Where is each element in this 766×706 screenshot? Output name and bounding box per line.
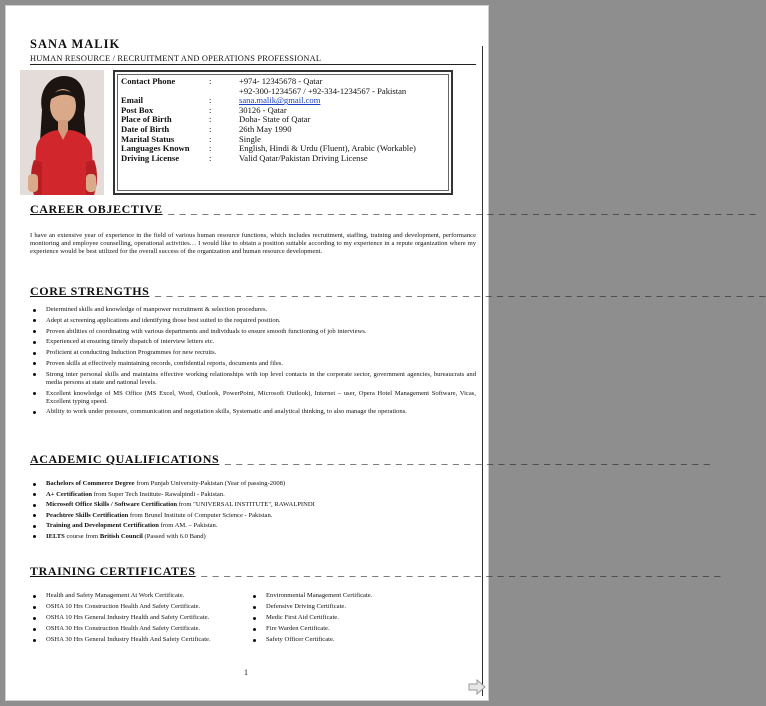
info-row-languages: Languages Known : English, Hindi & Urdu (Fluent), Arabic (Workable) — [121, 144, 451, 154]
info-label: Marital Status — [121, 133, 175, 144]
info-label: Contact Phone — [121, 76, 176, 86]
info-value: Valid Qatar/Pakistan Driving License — [239, 152, 368, 163]
list-item: Proven abilities of coordinating with various departments and individuals to ensure smooth functioning of job interviews. — [30, 328, 476, 336]
training-certificates — [30, 592, 476, 647]
info-label: Place of Birth — [121, 114, 172, 125]
info-row-postbox: Post Box : 30126 - Qatar — [121, 106, 451, 116]
page-number: 1 — [244, 668, 248, 677]
info-value: 30126 - Qatar — [239, 104, 287, 115]
list-item: OSHA 30 Hrs Construction Health And Safety Certificate. — [30, 625, 250, 633]
list-item: Defensive Driving Certificate. — [250, 603, 470, 611]
info-label: Driving License — [121, 152, 180, 163]
list-item: OSHA 10 Hrs Construction Health And Safety Certificate. — [30, 603, 250, 611]
list-item: Safety Officer Certificate. — [250, 636, 470, 644]
list-item: Excellent knowledge of MS Office (MS Excel, Word, Outlook, PowerPoint, Microsoft Outlook), Internet – user, Opera Hotel Management Software, Vicas, Excellent typing speed. — [30, 390, 476, 406]
list-item: Proficient at conducting Induction Programmes for new recruits. — [30, 349, 476, 357]
info-value: +974- 12345678 - Qatar — [239, 76, 323, 86]
list-item: IELTS course from British Council (Passed with 6.0 Band) — [30, 533, 476, 541]
info-row-dob: Date of Birth : 26th May 1990 — [121, 125, 451, 135]
info-label: Languages Known — [121, 143, 190, 154]
core-strengths-heading: CORE STRENGTHS _ _ _ _ _ _ _ _ _ _ _ _ _ _ _ _ _ _ _ _ _ _ _ _ _ _ _ _ _ _ _ _ _ _ _ _ _ _ _ _ _ _ _ _ _ _ _ _ _ _ _ _ _ _ — [30, 284, 766, 298]
list-item: Peachtree Skills Certification from Brunel Institute of Computer Science - Pakistan. — [30, 512, 476, 520]
list-item: Determined skills and knowledge of manpower recruitment & selection procedures. — [30, 306, 476, 314]
info-value: Doha- State of Qatar — [239, 114, 311, 125]
info-row-email: Email : sana.malik@gmail.com — [121, 95, 321, 106]
training-list-right — [250, 592, 470, 647]
email-link[interactable]: sana.malik@gmail.com — [239, 95, 321, 106]
profile-photo — [20, 70, 104, 195]
info-row-phone: Contact Phone : +974- 12345678 - Qatar — [121, 77, 451, 87]
list-item: Fire Warden Certificate. — [250, 625, 470, 633]
training-heading: TRAINING CERTIFICATES _ _ _ _ _ _ _ _ _ _ _ _ _ _ _ _ _ _ _ _ _ _ _ _ _ _ _ _ _ _ _ _ _ _ _ _ _ _ _ _ _ _ _ _ _ _ — [30, 564, 722, 578]
info-label: Post Box — [121, 104, 154, 115]
info-value: 26th May 1990 — [239, 123, 292, 134]
candidate-name: SANA MALIK — [30, 37, 121, 51]
next-page-arrow-icon[interactable] — [468, 680, 486, 699]
list-item: Health and Safety Management At Work Certificate. — [30, 592, 250, 600]
career-objective-text: I have an extensive year of experience in the field of various human resource functions, which includes recruitment, staffing, training and development, performance monitoring and employee counselling, operational activities… I would like to obtain a position suitable according to my experience in a repute organization where my experience would be best utilized for the overall success of the organization and human resource development. — [30, 232, 476, 255]
list-item: OSHA 30 Hrs General Industry Health And Safety Certificate. — [30, 636, 250, 644]
list-item: Proven skills at effectively maintaining records, confidential reports, documents and files. — [30, 360, 476, 368]
job-title: HUMAN RESOURCE / RECRUITMENT AND OPERATIONS PROFESSIONAL — [30, 54, 476, 65]
list-item: Experienced at ensuring timely dispatch of interview letters etc. — [30, 338, 476, 346]
training-list-left — [30, 592, 250, 647]
list-item: Strong inter personal skills and maintains effective working relationships with top level contacts in the corporate sector, government agencies, bureaucrats and media persons at state and national levels. — [30, 371, 476, 387]
info-row-license: Driving License : Valid Qatar/Pakistan Driving License — [121, 154, 451, 164]
academic-list — [30, 480, 476, 543]
page-right-rule — [482, 46, 483, 696]
info-value: Single — [239, 133, 261, 144]
info-row-marital: Marital Status : Single — [121, 135, 451, 145]
list-item: Ability to work under pressure, communication and negotiation skills, Systematic and analytical thinking, to also manage the operations. — [30, 408, 476, 416]
info-row-birthplace: Place of Birth : Doha- State of Qatar — [121, 115, 451, 125]
resume-page — [5, 5, 766, 701]
info-label: Date of Birth — [121, 123, 170, 134]
list-item: Adept at screening applications and identifying those best suited to the required position. — [30, 317, 476, 325]
list-item: Environmental Management Certificate. — [250, 592, 470, 600]
list-item: Microsoft Office Skills / Software Certification from "UNIVERSAL INSTITUTE", RAWALPINDI — [30, 501, 476, 509]
list-item: OSHA 10 Hrs General Industry Health and Safety Certificate. — [30, 614, 250, 622]
academic-heading: ACADEMIC QUALIFICATIONS _ _ _ _ _ _ _ _ _ _ _ _ _ _ _ _ _ _ _ _ _ _ _ _ _ _ _ _ _ _ _ _ _ _ _ _ _ _ _ _ _ _ _ — [30, 452, 711, 466]
core-strengths-list — [30, 306, 476, 419]
personal-info-box — [113, 70, 453, 195]
career-objective-heading: CAREER OBJECTIVE _ _ _ _ _ _ _ _ _ _ _ _ _ _ _ _ _ _ _ _ _ _ _ _ _ _ _ _ _ _ _ _ _ _ _ _ _ _ _ _ _ _ _ _ _ _ _ _ _ _ _ _ — [30, 202, 757, 216]
list-item: Bachelors of Commerce Degree from Punjab University-Pakistan (Year of passing-2008) — [30, 480, 476, 488]
list-item: Training and Development Certification from AM. – Pakistan. — [30, 522, 476, 530]
info-value: +92-300-1234567 / +92-334-1234567 - Pakistan — [239, 85, 407, 96]
list-item: Medic First Aid Certificate. — [250, 614, 470, 622]
list-item: A+ Certification from Super Tech Institute- Rawalpindi - Pakistan. — [30, 491, 476, 499]
info-value: English, Hindi & Urdu (Fluent), Arabic (Workable) — [239, 143, 416, 154]
info-label: Email — [121, 95, 143, 106]
